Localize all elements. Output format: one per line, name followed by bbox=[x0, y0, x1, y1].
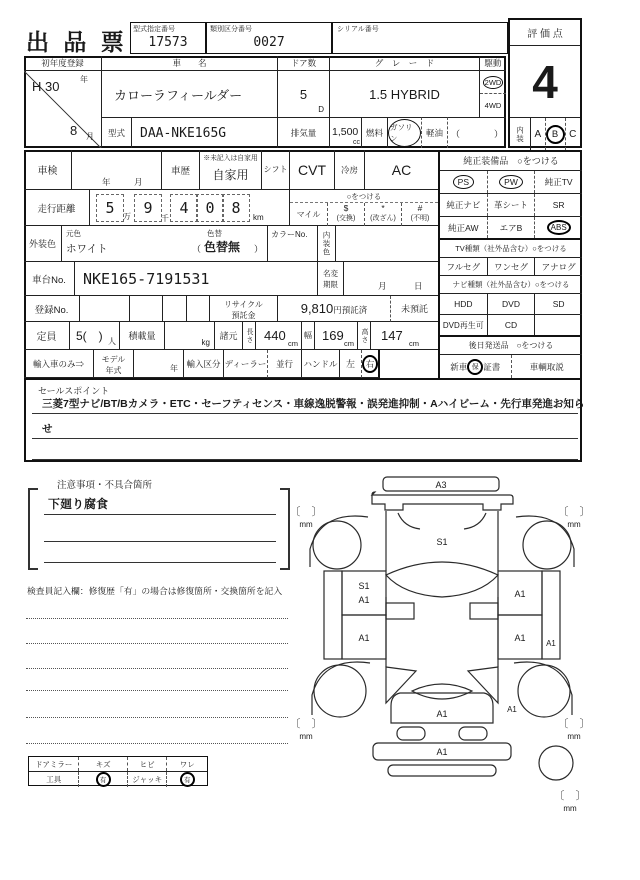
notes-line3 bbox=[44, 545, 276, 563]
shaken-label: 車検 bbox=[24, 150, 72, 190]
score-box bbox=[508, 18, 582, 148]
handle-right-cell bbox=[362, 350, 380, 378]
dims-label: 諸元 bbox=[215, 322, 243, 350]
navi-hdd: HDD bbox=[440, 294, 488, 314]
tread-unit-fr: mm bbox=[567, 520, 581, 529]
model-year-line1: モデル bbox=[101, 355, 126, 364]
taillight-left bbox=[397, 727, 425, 740]
equipment-row-2 bbox=[440, 194, 582, 217]
tread-bracket-fr: 〔 〕 bbox=[557, 506, 591, 518]
tv-fullseg: フルセグ bbox=[440, 258, 488, 275]
tread-unit-rl: mm bbox=[299, 732, 313, 741]
model-designation-value: 17573 bbox=[148, 35, 188, 50]
first-reg-cell bbox=[24, 71, 102, 148]
legend-tool-mark: 有 bbox=[78, 772, 126, 787]
tread-bracket-rr: 〔 〕 bbox=[557, 718, 591, 730]
equipment-row-3 bbox=[440, 217, 582, 240]
bpillar-right bbox=[470, 603, 498, 619]
interior-color-label: 内装色 bbox=[318, 226, 336, 262]
sales-point-section bbox=[24, 378, 585, 462]
handle-right-selected: 右 bbox=[362, 355, 378, 373]
navi-dvd: DVD bbox=[488, 294, 536, 314]
sheet-title: 出 品 票 bbox=[26, 29, 128, 55]
tread-unit-spare: mm bbox=[563, 804, 577, 813]
color-change-paren-close: ） bbox=[254, 244, 264, 254]
diagram-label-lf-door-1: S1 bbox=[358, 581, 370, 591]
payload-unit: kg bbox=[201, 338, 210, 347]
equip-pw-selected: PW bbox=[499, 175, 523, 189]
diagram-label-hood: S1 bbox=[436, 537, 448, 547]
capacity-cell bbox=[70, 322, 120, 350]
equip-abs-selected: ABS bbox=[547, 220, 571, 235]
model-year-line2: 年式 bbox=[105, 366, 122, 375]
notes-line1 bbox=[44, 496, 276, 515]
notes-title: 注意事項・不具合箇所 bbox=[57, 480, 153, 491]
legend-break: ワレ bbox=[166, 757, 207, 771]
diagram-label-rear-bumper: A1 bbox=[436, 747, 448, 757]
car-name-value: カローラフィールダー bbox=[114, 87, 243, 103]
first-reg-month-suffix: 月 bbox=[86, 132, 94, 141]
mark-asterisk-sub: (改ざん) bbox=[370, 215, 396, 222]
orig-color-value: ホワイト bbox=[66, 243, 108, 255]
interior-color-value-cell bbox=[336, 226, 438, 262]
serial-number-label: シリアル番号 bbox=[337, 26, 379, 33]
diagram-label-front-bumper: A3 bbox=[435, 480, 447, 490]
rear-glass-shape bbox=[412, 684, 472, 699]
score-label: 評 価 点 bbox=[510, 20, 580, 46]
history-label: 車歴 bbox=[162, 150, 200, 190]
bpillar-left bbox=[386, 603, 414, 619]
equip-ps-selected: PS bbox=[453, 175, 474, 189]
import-only-label: 輸入車のみ⇒ bbox=[24, 350, 94, 378]
mileage-digit-2: 9 bbox=[134, 194, 162, 222]
first-reg-header: 初年度登録 bbox=[24, 56, 102, 71]
paren-close: ） bbox=[493, 128, 503, 139]
rear-lower-strip bbox=[388, 765, 496, 776]
chassis-label: 車台No. bbox=[24, 262, 75, 296]
mileage-digit-1: 5 bbox=[96, 194, 124, 222]
mark-dollar-symbol: $ bbox=[343, 203, 349, 213]
grade-header: グ レ ー ド bbox=[330, 56, 480, 71]
shaken-year-suffix: 年 bbox=[102, 177, 111, 187]
cpillar-left bbox=[386, 667, 416, 703]
model-year-value-cell bbox=[134, 350, 184, 378]
name-change-line1: 名変 bbox=[323, 269, 338, 278]
fuel-label: 燃料 bbox=[362, 117, 388, 148]
class-division-label: 類別区分番号 bbox=[210, 26, 252, 33]
diagram-label-rf-door: A1 bbox=[514, 589, 526, 599]
tv-analog: アナログ bbox=[541, 261, 576, 272]
doors-header: ドア数 bbox=[278, 56, 330, 71]
mileage-digits-cell bbox=[90, 190, 290, 226]
warranty-circled: 保 bbox=[467, 359, 483, 375]
capacity-value: 5( ) bbox=[76, 329, 103, 343]
inspector-dotted-line-5 bbox=[26, 717, 288, 718]
name-change-cell bbox=[318, 262, 344, 296]
mark-asterisk-symbol: * bbox=[381, 203, 385, 213]
name-change-date-cell bbox=[344, 262, 438, 296]
model-year-suffix: 年 bbox=[170, 364, 178, 373]
orig-color-label: 元色 bbox=[66, 229, 81, 238]
dims-width-value: 169 bbox=[322, 328, 344, 343]
inspector-note: 検査員記入欄：修復歴「有」の場合は修復箇所・交換箇所を記入 bbox=[27, 586, 283, 596]
door-front-left bbox=[342, 571, 386, 615]
dims-height-unit: cm bbox=[409, 339, 419, 348]
drive-4wd-cell: 4WD bbox=[484, 101, 502, 110]
registration-label: 登録No. bbox=[24, 296, 80, 322]
mileage-label: 走行距離 bbox=[24, 190, 90, 226]
fuel-diesel-label: 軽油 bbox=[422, 117, 448, 148]
shift-value: CVT bbox=[290, 150, 335, 190]
shaken-month-suffix: 月 bbox=[134, 177, 143, 187]
class-division-box bbox=[206, 22, 332, 54]
serial-number-box bbox=[332, 22, 508, 54]
mark-hash bbox=[401, 203, 438, 226]
model-code-cell bbox=[132, 117, 278, 148]
displacement-value: 1,500 bbox=[332, 126, 359, 138]
registration-cell-3 bbox=[163, 296, 187, 322]
interior-grade-row bbox=[510, 117, 580, 150]
recycle-not-deposited: 未預託 bbox=[390, 296, 438, 322]
color-no-cell bbox=[268, 226, 318, 262]
recycle-label-line2: 預託金 bbox=[231, 311, 256, 320]
navi-type-header: ナビ種類（社外品含む）○をつける bbox=[440, 276, 582, 294]
drive-header: 駆動 bbox=[480, 56, 506, 71]
wiper-right bbox=[464, 513, 486, 529]
equip-navi-cell: 純正ナビ bbox=[440, 194, 488, 216]
diagram-label-lr-door: A1 bbox=[358, 633, 370, 643]
registration-cell-1 bbox=[80, 296, 130, 322]
chassis-value: NKE165-7191531 bbox=[83, 269, 210, 288]
inspector-dotted-line-2 bbox=[26, 643, 288, 644]
equip-pw-cell bbox=[488, 171, 536, 193]
name-change-day: 日 bbox=[414, 281, 423, 291]
recycle-value: 9,810 bbox=[300, 301, 334, 316]
navi-type-row-2 bbox=[440, 315, 582, 337]
color-no-label: カラーNo. bbox=[271, 230, 308, 239]
notes-line1-text: 下廻り腐食 bbox=[48, 497, 109, 511]
fuel-gasoline-cell bbox=[388, 117, 422, 148]
wheel-rear-left bbox=[314, 665, 366, 717]
registration-cell-2 bbox=[130, 296, 163, 322]
import-parallel: 並行 bbox=[268, 350, 302, 378]
notes-bracket-left bbox=[28, 488, 38, 570]
mileage-marks-cell bbox=[290, 190, 438, 226]
legend-crack: ヒビ bbox=[127, 757, 167, 771]
doors-value: 5 bbox=[299, 86, 308, 102]
recycle-suffix: 円預託済 bbox=[333, 305, 368, 315]
tread-bracket-fl: 〔 〕 bbox=[289, 506, 323, 518]
diagram-label-lf-door-2: A1 bbox=[358, 595, 370, 605]
inspector-dotted-line-1 bbox=[26, 618, 288, 619]
equip-airbag-cell: エアB bbox=[488, 217, 536, 238]
interior-grade-label: 内装 bbox=[510, 118, 531, 150]
drive-2wd-selected: 2WD bbox=[484, 77, 502, 87]
equip-ps-cell bbox=[440, 171, 488, 193]
grade-cell bbox=[330, 71, 480, 117]
equipment-column bbox=[438, 150, 582, 378]
windshield-shape bbox=[386, 562, 498, 597]
doors-suffix: D bbox=[318, 105, 324, 114]
inspector-dotted-line-6 bbox=[26, 743, 288, 744]
displacement-unit: cc bbox=[353, 139, 360, 146]
legend-jack-mark: 有 bbox=[166, 772, 207, 787]
payload-label: 積載量 bbox=[120, 322, 165, 350]
mileage-unit: km bbox=[253, 213, 264, 222]
history-note: ※未記入は自家用 bbox=[203, 155, 258, 162]
taillight-right bbox=[459, 727, 487, 740]
diagram-label-rr-quarter: A1 bbox=[507, 705, 517, 714]
dims-width-unit: cm bbox=[344, 339, 354, 348]
first-reg-year-suffix: 年 bbox=[80, 75, 88, 84]
doors-cell bbox=[278, 71, 330, 117]
equip-leather-cell: 革シート bbox=[488, 194, 536, 216]
warranty-cell bbox=[440, 355, 511, 378]
inspector-dotted-line-4 bbox=[26, 690, 288, 691]
mark-mile: マイル bbox=[296, 210, 321, 219]
drive-2wd-cell bbox=[480, 71, 506, 94]
dims-length-cell bbox=[256, 322, 302, 350]
legend-table bbox=[28, 756, 208, 786]
wiper-left bbox=[398, 513, 420, 529]
spare-tire bbox=[539, 746, 573, 780]
legend-mirror: ドアミラー bbox=[35, 759, 73, 769]
score-value: 4 bbox=[532, 55, 558, 108]
navi-dvd-play: DVD再生可 bbox=[440, 315, 488, 335]
ext-color-label: 外装色 bbox=[24, 226, 62, 262]
tread-unit-fl: mm bbox=[299, 520, 313, 529]
wheel-rear-right bbox=[518, 665, 570, 717]
color-change-paren-open: （ bbox=[192, 244, 202, 254]
warranty-pre: 新車 bbox=[450, 361, 468, 372]
legend-tool-label: 工具 bbox=[46, 775, 62, 784]
recycle-label-cell bbox=[210, 296, 278, 322]
name-change-month: 月 bbox=[378, 281, 387, 291]
registration-cell-4 bbox=[187, 296, 210, 322]
navi-sd: SD bbox=[552, 299, 565, 309]
car-name-header: 車 名 bbox=[102, 56, 278, 71]
interior-grade-c: C bbox=[569, 128, 577, 140]
dims-width-label: 幅 bbox=[302, 322, 315, 350]
payload-cell bbox=[165, 322, 215, 350]
car-name-cell bbox=[102, 71, 278, 117]
dims-height-value: 147 bbox=[381, 328, 403, 343]
diagram-label-rr-door: A1 bbox=[514, 633, 526, 643]
mark-dollar bbox=[327, 203, 364, 226]
wheel-front-right bbox=[523, 521, 571, 569]
sales-point-line2 bbox=[32, 414, 578, 439]
manual-cell: 車輌取説 bbox=[511, 355, 583, 378]
diagram-label-tailgate: A1 bbox=[436, 709, 448, 719]
interior-grade-a: A bbox=[531, 118, 546, 150]
history-cell bbox=[200, 150, 262, 190]
fender-front-left bbox=[310, 516, 368, 567]
color-cell bbox=[62, 226, 268, 262]
fender-rear-left bbox=[312, 662, 370, 715]
model-year-cell bbox=[94, 350, 134, 378]
sales-point-line1 bbox=[32, 380, 585, 414]
dims-length-value: 440 bbox=[264, 328, 286, 343]
grade-value: 1.5 HYBRID bbox=[369, 86, 440, 102]
mileage-digit-5: 8 bbox=[222, 194, 250, 222]
mileage-man: 万 bbox=[123, 212, 131, 221]
dims-width-cell bbox=[315, 322, 358, 350]
displacement-label: 排気量 bbox=[278, 117, 330, 148]
shift-label: シフト bbox=[262, 150, 290, 190]
color-change-label: 色替 bbox=[207, 229, 222, 238]
equipment-header: 純正装備品 ○をつける bbox=[440, 150, 582, 171]
sales-point-line1-text: 三菱7型ナビ/BT/Bカメラ・ETC・セーフティセンス・車線逸脱警報・誤発進抑制・Aハイビーム・先行車発進お知ら bbox=[42, 398, 585, 410]
mark-hash-symbol: # bbox=[417, 203, 423, 213]
mileage-sen: 千 bbox=[161, 214, 169, 223]
mark-dollar-sub: (交換) bbox=[336, 215, 356, 222]
color-change-value: 色替無 bbox=[204, 240, 241, 254]
fuel-diesel-paren bbox=[448, 117, 506, 148]
fuel-gasoline-selected: ガソリン bbox=[388, 119, 421, 147]
wheel-front-left bbox=[313, 521, 361, 569]
model-designation-label: 型式指定番号 bbox=[133, 26, 175, 33]
equip-aw-cell: 純正AW bbox=[440, 217, 488, 238]
notes-line2 bbox=[44, 523, 276, 542]
mileage-digit-4: 0 bbox=[196, 194, 224, 222]
dims-height-label: 高さ bbox=[358, 322, 371, 350]
diagram-label-r-sill: A1 bbox=[546, 639, 556, 648]
first-reg-era: H 30 bbox=[32, 79, 60, 94]
interior-grade-b-selected: B bbox=[546, 118, 566, 150]
class-division-value: 0027 bbox=[253, 35, 285, 50]
history-value: 自家用 bbox=[212, 168, 249, 182]
later-ship-row bbox=[440, 355, 582, 378]
dims-length-label: 長さ bbox=[243, 322, 256, 350]
fender-front-right bbox=[516, 516, 574, 567]
first-reg-month: 8 bbox=[70, 123, 78, 138]
equipment-row-1 bbox=[440, 171, 582, 194]
model-code-value: DAA-NKE165G bbox=[140, 125, 227, 141]
capacity-unit: 人 bbox=[108, 337, 116, 346]
dims-height-cell bbox=[371, 322, 438, 350]
aircon-label: 冷房 bbox=[335, 150, 365, 190]
legend-scratch: キズ bbox=[78, 757, 126, 771]
handle-left: 左 bbox=[340, 350, 362, 378]
model-code-label: 型式 bbox=[102, 117, 132, 148]
later-ship-header: 後日発送品 ○をつける bbox=[440, 337, 582, 355]
equip-sr-cell: SR bbox=[552, 200, 565, 210]
displacement-cell bbox=[330, 117, 362, 148]
dims-length-unit: cm bbox=[288, 339, 298, 348]
cpillar-right bbox=[468, 667, 498, 703]
model-designation-box bbox=[130, 22, 206, 54]
legend-jack-label: ジャッキ bbox=[127, 772, 167, 787]
equip-tv-cell: 純正TV bbox=[544, 177, 573, 187]
import-kind-label: 輸入区分 bbox=[184, 350, 224, 378]
name-change-line2: 期限 bbox=[323, 280, 338, 289]
equip-abs-cell bbox=[535, 217, 582, 238]
marks-header: ○をつける bbox=[290, 190, 438, 203]
tv-oneseg: ワンセグ bbox=[488, 258, 536, 275]
shaken-date-cell bbox=[72, 150, 162, 190]
sales-point-line2-text: せ bbox=[42, 423, 53, 435]
fender-rear-right bbox=[514, 662, 572, 715]
tread-bracket-spare: 〔 〕 bbox=[553, 790, 587, 802]
front-panel-shape bbox=[372, 492, 513, 510]
mark-hash-sub: (不明) bbox=[410, 215, 430, 222]
capacity-label: 定員 bbox=[24, 322, 70, 350]
tv-type-header: TV種類（社外品含む）○をつける bbox=[440, 240, 582, 258]
mileage-digit-3: 4 bbox=[170, 194, 198, 222]
tread-bracket-rl: 〔 〕 bbox=[289, 718, 323, 730]
sales-point-line3 bbox=[32, 439, 578, 460]
navi-empty-cell bbox=[535, 315, 582, 335]
tread-unit-rr: mm bbox=[567, 732, 581, 741]
import-dealer: ディーラー bbox=[224, 350, 268, 378]
aircon-value: AC bbox=[365, 150, 438, 190]
navi-cd: CD bbox=[488, 315, 536, 335]
recycle-value-cell bbox=[278, 296, 390, 322]
warranty-post: 証書 bbox=[483, 361, 501, 372]
sill-left bbox=[324, 571, 342, 659]
navi-type-row-1 bbox=[440, 294, 582, 315]
mark-asterisk bbox=[364, 203, 401, 226]
handle-label: ハンドル bbox=[302, 350, 340, 378]
inspector-dotted-line-3 bbox=[26, 668, 288, 669]
chassis-value-cell bbox=[75, 262, 318, 296]
car-damage-diagram bbox=[280, 463, 640, 863]
sales-point-label: セールスポイント bbox=[38, 386, 110, 396]
recycle-label-line1: リサイクル bbox=[224, 300, 263, 309]
tv-type-row bbox=[440, 258, 582, 276]
paren-open: （ bbox=[451, 128, 461, 139]
